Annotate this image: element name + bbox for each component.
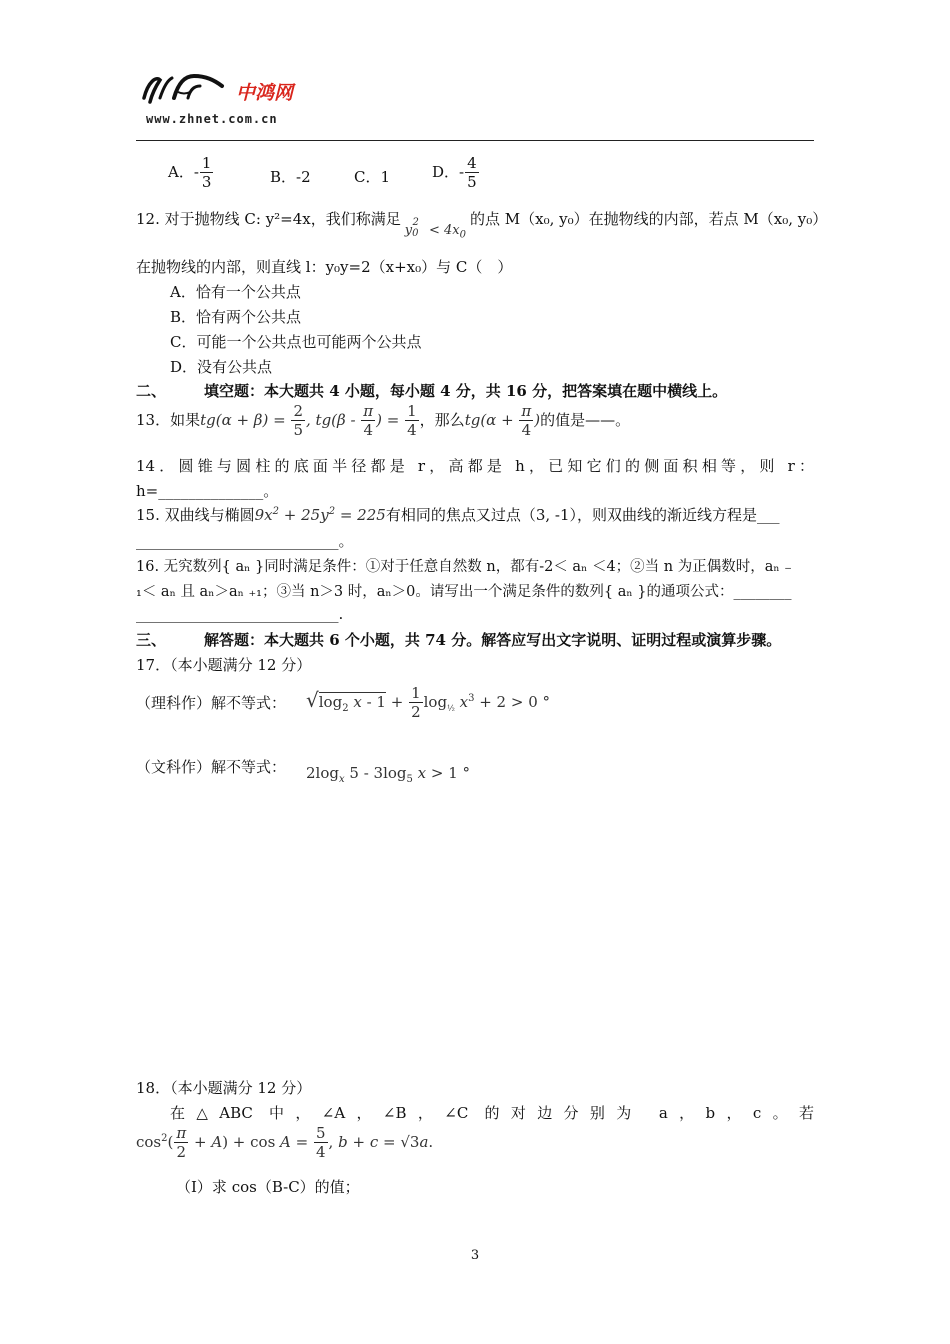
q17-science-label: （理科作）解不等式： [136, 694, 287, 712]
q16-line1: 16. 无究数列{ aₙ }同时满足条件：①对于任意自然数 n，都有-2＜ aₙ ＜4；②当 n 为正偶数时，aₙ ₋ [136, 559, 792, 575]
q12-option-d: D．没有公共点 [170, 358, 273, 376]
q11-option-a: A．- $\frac{1}{3}$ [168, 154, 212, 191]
q11-option-d: D．- $\frac{4}{5}$ [432, 154, 477, 191]
q14-line1: 14．圆锥与圆柱的底面半径都是 r，高都是 h，已知它们的侧面积相等，则 r： [136, 457, 814, 475]
q17-arts-label: （文科作）解不等式： [136, 758, 287, 776]
section3-heading: 解答题：本大题共 6 个小题，共 74 分。解答应写出文字说明、证明过程或演算步骤。 [204, 631, 782, 649]
q12-line2: 在抛物线的内部，则直线 l：y₀y=2（x+x₀）与 C（ ） [136, 258, 513, 276]
q12-line1: 12. 对于抛物线 C: y²=4x，我们称满足$y_0^2 < 4x_0$的点 M（x₀, y₀）在抛物线的内部，若点 M（x₀, y₀） [136, 210, 828, 241]
q17-title: 17．（本小题满分 12 分） [136, 656, 312, 674]
q18-title: 18．（本小题满分 12 分） [136, 1079, 312, 1097]
q17-arts-inequality: $2\log_x$ $5 - 3\log_5$ x > 1 ° [306, 764, 471, 785]
q15-line1: 15. 双曲线与椭圆$9x^2 + 25y^2 = 225$有相同的焦点又过点（3, -1），则双曲线的渐近线方程是___ [136, 506, 780, 524]
q18-line1: 在△ABC 中，∠A，∠B，∠C 的对边分别为 a，b，c。若 [170, 1104, 814, 1122]
logo-brand-name: 中鸿网 [236, 82, 294, 104]
q13-formula-target: tg(α + $\frac{\pi}{4}$ ) [464, 402, 541, 439]
q12-option-a: A．恰有一个公共点 [170, 283, 301, 301]
q13-formula-given: tg(α + β) = $\frac{2}{5}$ , tg(β - $\frac{\pi}{4}$ ) = $\frac{1}{4}$ [200, 402, 417, 439]
header-divider [136, 140, 814, 141]
q16-line3: ___________________________. [136, 605, 344, 623]
q18-condition-formula: $\cos^2$( $\frac{\pi}{2}$ + A) + cos A = $\frac{5}{4}$ , b + c = √3a. [136, 1124, 434, 1161]
q11-option-c: C．1 [354, 168, 391, 186]
zhnet-logo-graphic [138, 68, 230, 108]
section3-number: 三、 [136, 631, 167, 649]
q16-line2: ₁＜ aₙ 且 aₙ＞aₙ ₊₁；③当 n＞3 时，aₙ＞0。请写出一个满足条件的数列{ aₙ }的通项公式：________ [136, 584, 792, 600]
q18-part1: （Ⅰ）求 cos（B-C）的值； [176, 1178, 360, 1196]
q12-condition-formula: $y_0^2 < 4x_0$ [404, 216, 466, 241]
q15-line2: ___________________________。 [136, 532, 354, 550]
q11-option-b: B．-2 [270, 168, 311, 186]
section2-heading: 填空题：本大题共 4 小题，每小题 4 分，共 16 分，把答案填在题中横线上。 [204, 382, 728, 400]
q14-line2: h=______________。 [136, 482, 279, 500]
section2-number: 二、 [136, 382, 167, 400]
q13-line: 13．如果tg(α + β) = $\frac{2}{5}$ , tg(β - $\frac{\pi}{4}$ ) = $\frac{1}{4}$ ，那么tg(α + $\frac{\pi}{4}$ )的值是——。 [136, 402, 631, 439]
page-number: 3 [470, 1248, 480, 1263]
q17-science-inequality: $√\log_2$ x - 1 + $\frac{1}{2}$ $\log_{\frac{1}{2}} x^3 + 2 > 0$ ° [306, 684, 551, 721]
q12-option-b: B．恰有两个公共点 [170, 308, 302, 326]
fraction: $\frac{4}{5}$ [467, 154, 477, 191]
q12-option-c: C．可能一个公共点也可能两个公共点 [170, 333, 422, 351]
logo-url: www.zhnet.com.cn [146, 112, 278, 126]
fraction: $\frac{1}{3}$ [201, 154, 212, 191]
q15-ellipse-formula: $9x^2 + 25y^2 = 225$ [254, 506, 386, 524]
